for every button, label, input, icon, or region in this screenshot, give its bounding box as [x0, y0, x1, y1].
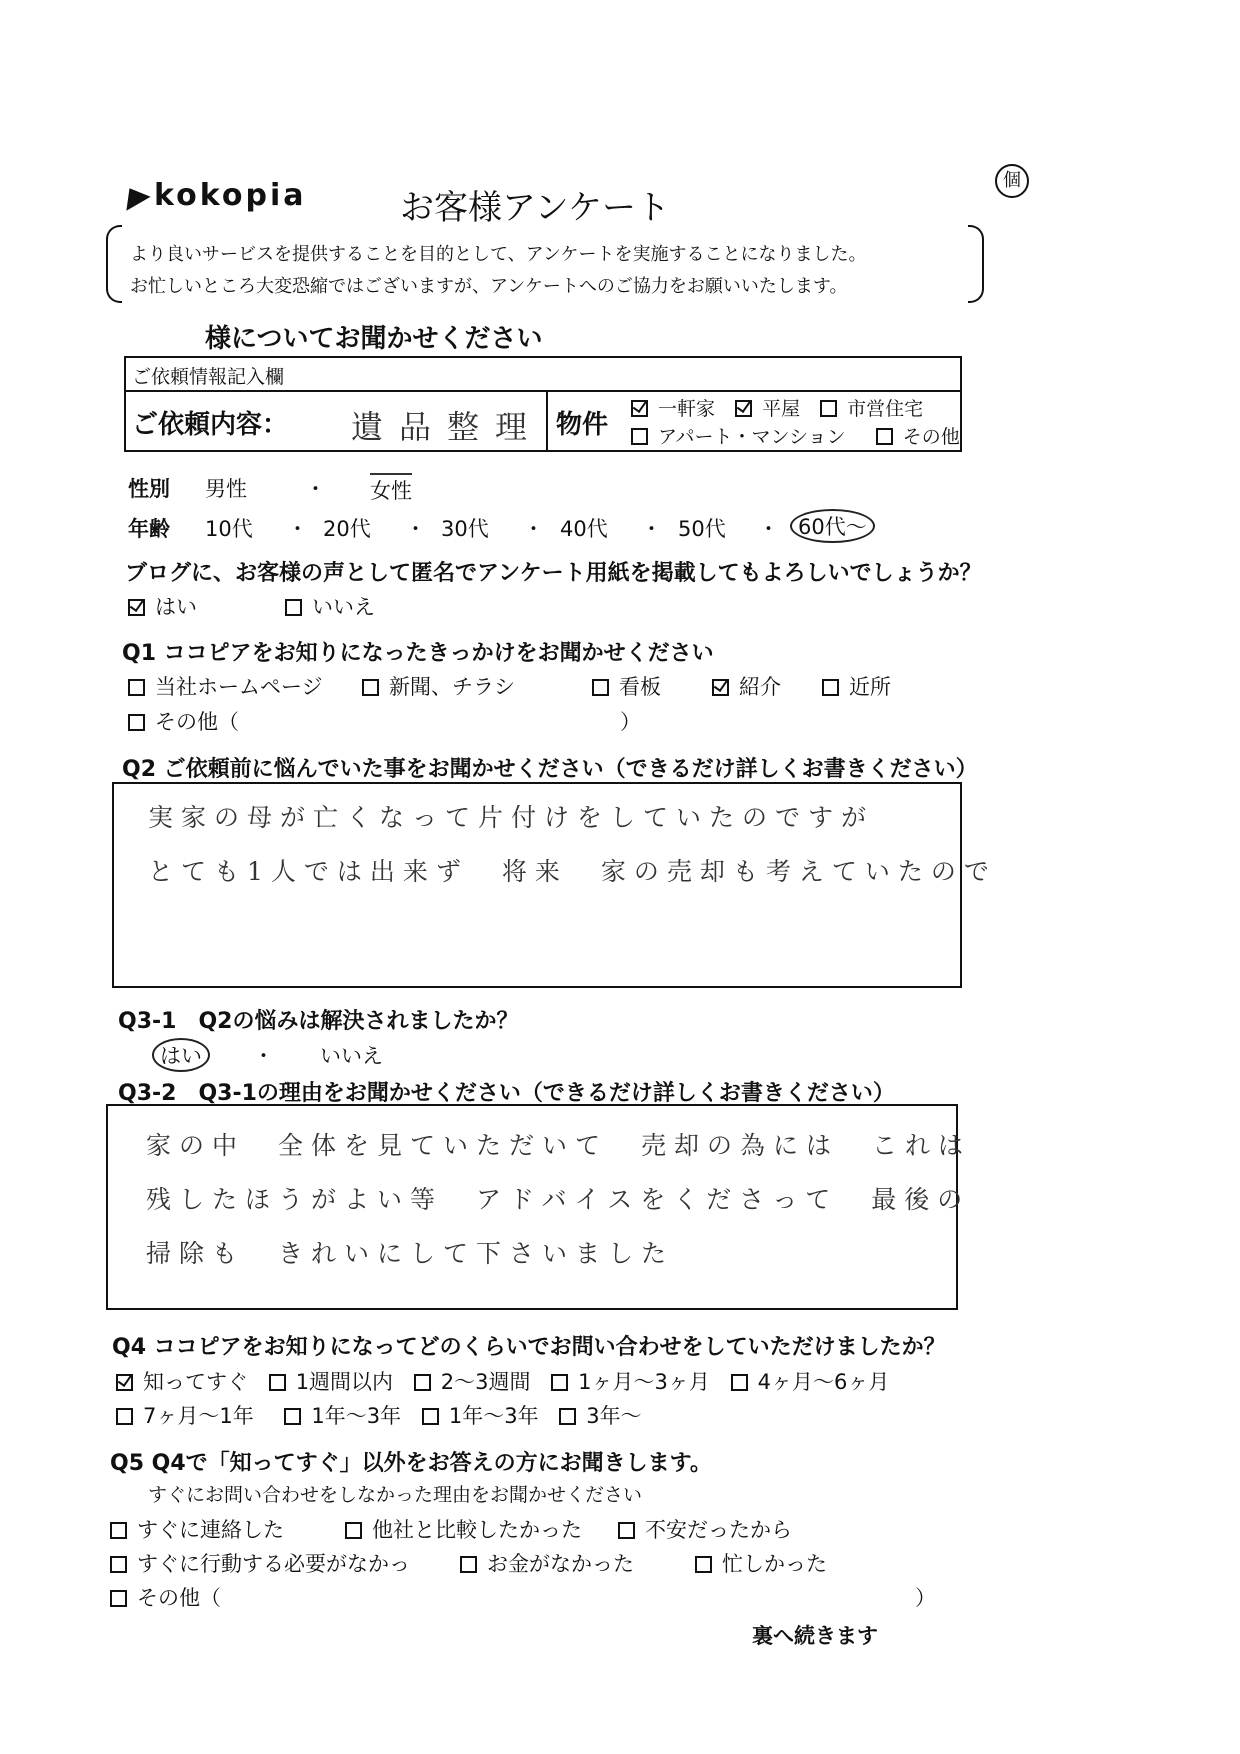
- intro-line-2: お忙しいところ大変恐縮ではございますが、アンケートへのご協力をお願いいたします。: [130, 276, 848, 297]
- q1-option-newspaper[interactable]: 新聞、チラシ: [362, 671, 515, 701]
- checkbox-ikkenya[interactable]: [631, 400, 648, 417]
- checkbox-q4-1week[interactable]: [269, 1374, 286, 1391]
- request-content-label: ご依頼内容：: [132, 410, 289, 440]
- age-10s[interactable]: 10代: [205, 517, 253, 541]
- q4-row-2: 7ヶ月〜1年 1年〜3年 1年〜3年 3年〜: [116, 1400, 642, 1430]
- q2-answer-line-2: とても1人では出来ず 将来 家の売却も考えていたので: [148, 857, 997, 886]
- age-label: 年齢: [128, 517, 170, 541]
- checkbox-q1-homepage[interactable]: [128, 679, 145, 696]
- request-content-value[interactable]: 遺品整理: [351, 408, 544, 446]
- q5-option-busy[interactable]: 忙しかった: [695, 1548, 827, 1578]
- checkbox-shiei[interactable]: [820, 400, 837, 417]
- checkbox-q4-7months-1year[interactable]: [116, 1408, 133, 1425]
- q2-answer-box[interactable]: [112, 782, 997, 988]
- checkbox-q1-referral[interactable]: [712, 679, 729, 696]
- checkbox-q4-immediately[interactable]: [116, 1374, 133, 1391]
- q5-option-no-money[interactable]: お金がなかった: [460, 1548, 634, 1578]
- age-50s[interactable]: 50代: [678, 517, 726, 541]
- logo-mark-icon: [117, 181, 150, 211]
- checkbox-q1-newspaper[interactable]: [362, 679, 379, 696]
- checkbox-q5-compare[interactable]: [345, 1522, 362, 1539]
- intro-bracket-right: [968, 225, 984, 303]
- age-30s[interactable]: 30代: [441, 517, 489, 541]
- checkbox-q1-neighborhood[interactable]: [822, 679, 839, 696]
- q5-other-close: ）: [915, 1586, 936, 1610]
- page-title: お客様アンケート: [400, 188, 670, 228]
- checkbox-q1-other[interactable]: [128, 714, 145, 731]
- brand-name: kokopia: [154, 178, 307, 213]
- age-60s-selected[interactable]: 60代〜: [790, 509, 875, 543]
- intro-line-1: より良いサービスを提供することを目的として、アンケートを実施することになりました。: [130, 244, 867, 265]
- gender-label: 性別: [128, 477, 170, 501]
- q5-option-no-need[interactable]: すぐに行動する必要がなかっ: [110, 1548, 410, 1578]
- checkbox-q4-2-3weeks[interactable]: [414, 1374, 431, 1391]
- checkbox-q4-1-3years-b[interactable]: [422, 1408, 439, 1425]
- intro-bracket-left: [106, 225, 122, 303]
- age-dot-4: ・: [641, 517, 662, 541]
- q3-2-answer-line-1: 家の中 全体を見ていただいて 売却の為には これは: [146, 1131, 972, 1160]
- checkbox-q4-1-3years-a[interactable]: [284, 1408, 301, 1425]
- blog-no[interactable]: いいえ: [285, 591, 375, 621]
- age-dot-3: ・: [523, 517, 544, 541]
- q5-option-compare[interactable]: 他社と比較したかった: [345, 1514, 582, 1544]
- checkbox-apartment[interactable]: [631, 428, 648, 445]
- age-dot-2: ・: [405, 517, 426, 541]
- q1-option-homepage[interactable]: 当社ホームページ: [128, 671, 323, 701]
- blog-yes[interactable]: はい: [128, 591, 197, 621]
- checkbox-hiraya[interactable]: [735, 400, 752, 417]
- q1-question: Q1 ココピアをお知りになったきっかけをお聞かせください: [122, 641, 714, 666]
- age-20s[interactable]: 20代: [323, 517, 371, 541]
- checkbox-q4-3years-plus[interactable]: [559, 1408, 576, 1425]
- gender-separator: ・: [305, 477, 326, 501]
- checkbox-q5-contacted[interactable]: [110, 1522, 127, 1539]
- q4-question: Q4 ココピアをお知りになってどのくらいでお問い合わせをしていただけましたか？: [112, 1335, 946, 1360]
- age-40s[interactable]: 40代: [560, 517, 608, 541]
- q1-option-other[interactable]: その他（: [128, 706, 239, 736]
- section-title: 様についてお聞かせください: [205, 324, 543, 354]
- q1-other-close: ）: [620, 710, 641, 734]
- property-option-row-1: 一軒家 平屋 市営住宅: [631, 394, 923, 421]
- logo: [120, 178, 307, 213]
- gender-female[interactable]: 女性: [370, 473, 412, 505]
- checkbox-q4-1-3months[interactable]: [551, 1374, 568, 1391]
- q1-option-signboard[interactable]: 看板: [592, 671, 661, 701]
- property-option-row-2: アパート・マンション その他: [631, 422, 960, 449]
- q5-question: Q5 Q4で「知ってすぐ」以外をお答えの方にお聞きします。: [110, 1451, 712, 1476]
- q5-option-contacted[interactable]: すぐに連絡した: [110, 1514, 284, 1544]
- checkbox-q5-busy[interactable]: [695, 1556, 712, 1573]
- gender-male[interactable]: 男性: [205, 477, 247, 501]
- q2-answer-line-1: 実家の母が亡くなって片付けをしていたのですが: [148, 803, 875, 832]
- q1-option-neighborhood[interactable]: 近所: [822, 671, 891, 701]
- q4-row-1: 知ってすぐ 1週間以内 2〜3週間 1ヶ月〜3ヶ月 4ヶ月〜6ヶ月: [116, 1366, 889, 1396]
- request-box-title: ご依頼情報記入欄: [132, 366, 285, 388]
- q1-option-referral[interactable]: 紹介: [712, 671, 781, 701]
- q3-2-answer-line-2: 残したほうがよい等 アドバイスをくださって 最後の: [146, 1185, 971, 1214]
- checkbox-q5-anxious[interactable]: [618, 1522, 635, 1539]
- continue-note: 裏へ続きます: [752, 1624, 878, 1648]
- checkbox-q4-4-6months[interactable]: [731, 1374, 748, 1391]
- blog-question: ブログに、お客様の声として匿名でアンケート用紙を掲載してもよろしいでしょうか？: [125, 561, 982, 586]
- q3-1-separator: ・: [253, 1044, 274, 1068]
- request-box: [124, 356, 962, 452]
- q3-2-question: Q3-2 Q3-1の理由をお聞かせください（できるだけ詳しくお書きください）: [118, 1081, 895, 1106]
- q3-2-answer-box[interactable]: [106, 1104, 972, 1310]
- checkbox-q5-no-need[interactable]: [110, 1556, 127, 1573]
- age-dots: ・: [287, 517, 308, 541]
- q3-2-answer-line-3: 掃除も きれいにして下さいました: [146, 1239, 675, 1268]
- q3-1-no[interactable]: いいえ: [320, 1044, 383, 1068]
- checkbox-q5-other[interactable]: [110, 1590, 127, 1607]
- q3-1-question: Q3-1 Q2の悩みは解決されましたか？: [118, 1009, 519, 1034]
- property-label: 物件: [556, 410, 609, 440]
- checkbox-property-other[interactable]: [876, 428, 893, 445]
- checkbox-blog-no[interactable]: [285, 599, 302, 616]
- q2-question: Q2 ご依頼前に悩んでいた事をお聞かせください（できるだけ詳しくお書きください）: [122, 757, 978, 782]
- q5-option-other[interactable]: その他（: [110, 1582, 221, 1612]
- q5-subtext: すぐにお問い合わせをしなかった理由をお聞かせください: [148, 1484, 643, 1506]
- corner-mark: 個: [995, 164, 1029, 198]
- checkbox-q5-no-money[interactable]: [460, 1556, 477, 1573]
- checkbox-blog-yes[interactable]: [128, 599, 145, 616]
- q5-option-anxious[interactable]: 不安だったから: [618, 1514, 792, 1544]
- q3-1-yes-selected[interactable]: はい: [152, 1038, 210, 1072]
- age-dot-5: ・: [758, 517, 779, 541]
- checkbox-q1-signboard[interactable]: [592, 679, 609, 696]
